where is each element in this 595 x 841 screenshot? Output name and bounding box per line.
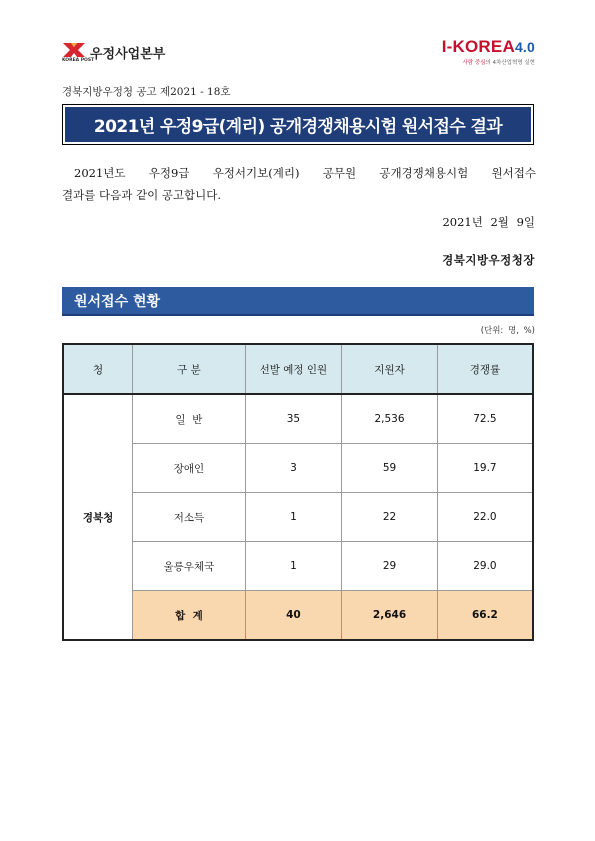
- planned-cell: 1: [245, 493, 342, 542]
- title-banner: [62, 104, 534, 145]
- brand-slogan: [442, 58, 535, 66]
- table-row: [63, 444, 533, 493]
- announcement-body: [62, 162, 536, 206]
- body-word: 2021년도: [74, 166, 126, 180]
- header-agency: 청: [63, 344, 133, 394]
- applicants-cell: 59: [342, 444, 438, 493]
- applicants-cell: 29: [342, 542, 438, 591]
- section-title: 원서접수 현황: [62, 287, 534, 316]
- planned-cell: 3: [245, 444, 342, 493]
- category-cell: 장애인: [133, 444, 246, 493]
- application-results-table: [62, 343, 534, 641]
- header-planned: 선발 예정 인원: [245, 344, 342, 394]
- notice-number: 경북지방우정청 공고 제2021 - 18호: [62, 86, 231, 98]
- planned-cell: 1: [245, 542, 342, 591]
- body-word: 우정9급: [148, 166, 190, 180]
- category-cell: 일 반: [133, 394, 246, 444]
- planned-cell: 35: [245, 394, 342, 444]
- header-rate: 경쟁률: [437, 344, 533, 394]
- unit-note: (단위: 명, %): [480, 326, 535, 336]
- rate-cell: 22.0: [437, 493, 533, 542]
- announcement-date: 2021년 2월 9일: [442, 215, 535, 229]
- total-applicants-cell: 2,646: [342, 591, 438, 641]
- total-planned-cell: 40: [245, 591, 342, 641]
- korea-post-logo: [62, 40, 165, 66]
- category-cell: 울릉우체국: [133, 542, 246, 591]
- table-header-row: [63, 344, 533, 394]
- page-title: 2021년 우정9급(계리) 공개경쟁채용시험 원서접수 결과: [65, 107, 531, 142]
- rate-cell: 72.5: [437, 394, 533, 444]
- body-line-2: 결과를 다음과 같이 공고합니다.: [62, 188, 222, 202]
- total-row: [63, 591, 533, 641]
- header-applicants: 지원자: [342, 344, 438, 394]
- applicants-cell: 2,536: [342, 394, 438, 444]
- table-row: [63, 493, 533, 542]
- i-korea-logo: [442, 38, 535, 66]
- body-line-1: [74, 162, 536, 184]
- category-cell: 저소득: [133, 493, 246, 542]
- signer: 경북지방우정청장: [442, 253, 535, 267]
- brand-text: I-KOREA: [441, 37, 515, 56]
- rate-cell: 29.0: [437, 542, 533, 591]
- brand-version: 4.0: [514, 39, 535, 55]
- region-cell: 경북청: [63, 394, 133, 640]
- korea-post-sublabel: KOREA POST: [62, 58, 95, 63]
- total-rate-cell: 66.2: [437, 591, 533, 641]
- slogan-highlight: 사람 중심: [462, 60, 486, 66]
- body-word: 원서접수: [491, 166, 536, 180]
- table-row: [63, 542, 533, 591]
- body-word: 우정서기보(계리): [212, 166, 300, 180]
- i-korea-brand: [442, 38, 535, 56]
- rate-cell: 19.7: [437, 444, 533, 493]
- korea-post-emblem-icon: [62, 40, 95, 64]
- total-label-cell: 합 계: [133, 591, 246, 641]
- org-name: 우정사업본부: [90, 47, 166, 62]
- body-word: 공무원: [322, 166, 357, 180]
- slogan-rest: 의 4차산업혁명 실현: [485, 60, 535, 66]
- applicants-cell: 22: [342, 493, 438, 542]
- header-category: 구 분: [133, 344, 246, 394]
- body-word: 공개경쟁채용시험: [379, 166, 469, 180]
- table-row: [63, 394, 533, 444]
